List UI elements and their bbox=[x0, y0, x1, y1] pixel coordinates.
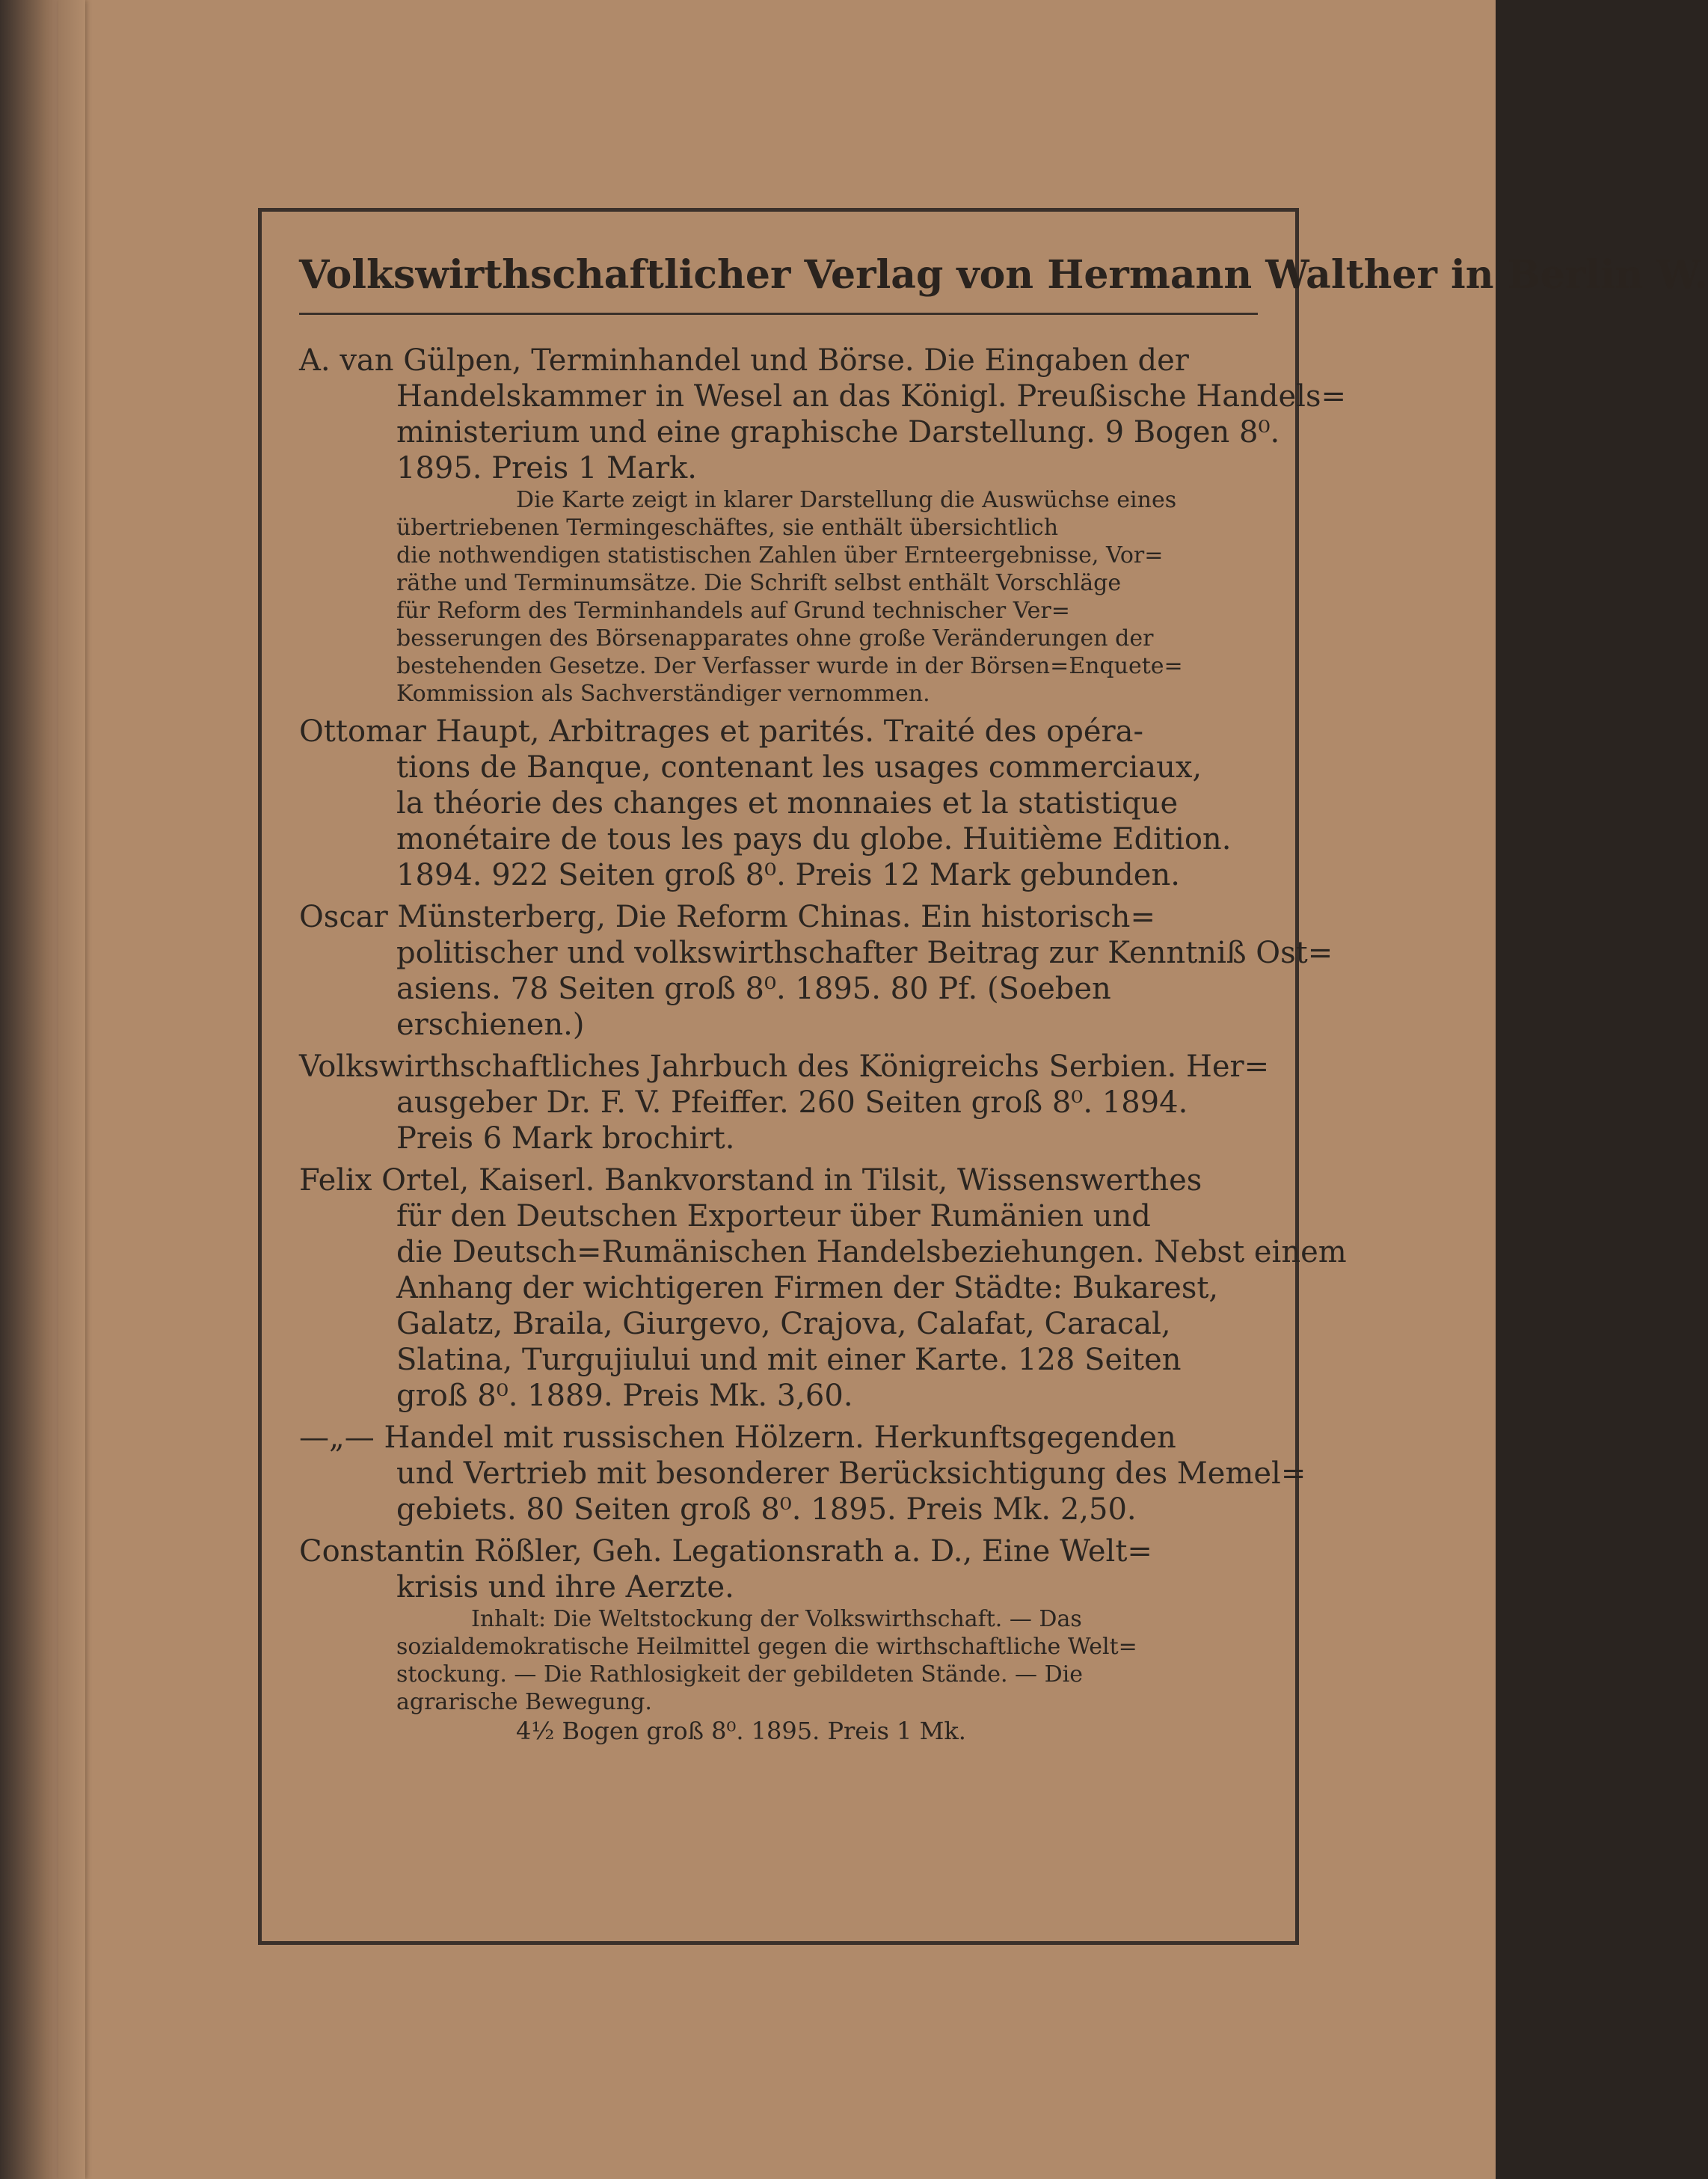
entry-line: 1894. 922 Seiten groß 8⁰. Preis 12 Mark gebunden. bbox=[396, 858, 1180, 892]
entry-line: Galatz, Braila, Giurgevo, Crajova, Calafat, Caracal, bbox=[396, 1307, 1171, 1341]
note-line: räthe und Terminumsätze. Die Schrift selbst enthält Vorschläge bbox=[396, 570, 1122, 596]
catalog-entry-roessler bbox=[299, 1533, 1264, 1746]
entry-line: A. van Gülpen, Terminhandel und Börse. Die Eingaben der bbox=[299, 343, 1189, 378]
note-line: bestehenden Gesetze. Der Verfasser wurde in der Börsen=Enquete= bbox=[396, 653, 1183, 679]
entry-line: Slatina, Turgujiului und mit einer Karte. 128 Seiten bbox=[396, 1343, 1182, 1377]
entry-line: Handelskammer in Wesel an das Königl. Preußische Handels= bbox=[396, 379, 1346, 414]
entry-line: und Vertrieb mit besonderer Berücksichtigung des Memel= bbox=[396, 1456, 1306, 1491]
entry-line: die Deutsch=Rumänischen Handelsbeziehungen. Nebst einem bbox=[396, 1235, 1347, 1269]
publisher-header: Volkswirthschaftlicher Verlag von Hermann Walther in Berlin W. bbox=[299, 252, 1708, 298]
catalog-entry-haupt bbox=[299, 714, 1264, 893]
note-line: für Reform des Terminhandels auf Grund technischer Ver= bbox=[396, 598, 1070, 624]
entry-line: monétaire de tous les pays du globe. Huitième Edition. bbox=[396, 822, 1232, 856]
page-edge bbox=[58, 0, 85, 2179]
entry-line: erschienen.) bbox=[396, 1008, 585, 1042]
note-line: übertriebenen Termingeschäftes, sie enthält übersichtlich bbox=[396, 515, 1059, 541]
entry-note bbox=[299, 1605, 1264, 1716]
entry-line: für den Deutschen Exporteur über Rumänien und bbox=[396, 1199, 1151, 1233]
note-line: agrarische Bewegung. bbox=[396, 1689, 652, 1715]
book-spine bbox=[0, 0, 66, 2179]
entry-line: tions de Banque, contenant les usages commerciaux, bbox=[396, 750, 1202, 785]
entry-line: asiens. 78 Seiten groß 8⁰. 1895. 80 Pf. (Soeben bbox=[396, 972, 1111, 1006]
note-line: stockung. — Die Rathlosigkeit der gebildeten Stände. — Die bbox=[396, 1661, 1083, 1688]
note-line: sozialdemokratische Heilmittel gegen die wirthschaftliche Welt= bbox=[396, 1634, 1137, 1660]
entry-line: —„— Handel mit russischen Hölzern. Herkunftsgegenden bbox=[299, 1421, 1176, 1455]
entry-line: Oscar Münsterberg, Die Reform Chinas. Ein historisch= bbox=[299, 900, 1155, 934]
entry-line: Ottomar Haupt, Arbitrages et parités. Traité des opéra- bbox=[299, 714, 1144, 749]
entry-line: ministerium und eine graphische Darstellung. 9 Bogen 8⁰. bbox=[396, 415, 1280, 450]
entry-line: gebiets. 80 Seiten groß 8⁰. 1895. Preis Mk. 2,50. bbox=[396, 1492, 1137, 1527]
catalog-entry-muensterberg bbox=[299, 899, 1333, 1043]
catalog-entry-ortel bbox=[299, 1162, 1347, 1414]
entry-line: Anhang der wichtigeren Firmen der Städte: Bukarest, bbox=[396, 1271, 1219, 1305]
note-line: Kommission als Sachverständiger vernommen. bbox=[396, 681, 930, 707]
entry-line: Volkswirthschaftliches Jahrbuch des Königreichs Serbien. Her= bbox=[299, 1049, 1270, 1084]
entry-line: politischer und volkswirthschafter Beitrag zur Kenntniß Ost= bbox=[396, 936, 1333, 970]
entry-note bbox=[299, 486, 1264, 708]
entry-pubinfo: 4½ Bogen groß 8⁰. 1895. Preis 1 Mk. bbox=[516, 1717, 966, 1745]
entry-line: 1895. Preis 1 Mark. bbox=[396, 451, 698, 485]
entry-line: ausgeber Dr. F. V. Pfeiffer. 260 Seiten groß 8⁰. 1894. bbox=[396, 1085, 1188, 1120]
entry-line: Felix Ortel, Kaiserl. Bankvorstand in Tilsit, Wissenswerthes bbox=[299, 1163, 1202, 1198]
note-line: Inhalt: Die Weltstockung der Volkswirthschaft. — Das bbox=[471, 1606, 1082, 1632]
note-line: die nothwendigen statistischen Zahlen über Ernteergebnisse, Vor= bbox=[396, 542, 1164, 568]
catalog-entry-hoelzer bbox=[299, 1420, 1306, 1527]
header-rule bbox=[299, 313, 1258, 315]
entry-line: Constantin Rößler, Geh. Legationsrath a. D., Eine Welt= bbox=[299, 1534, 1152, 1569]
catalog-entry-jahrbuch bbox=[299, 1049, 1270, 1156]
entry-line: Preis 6 Mark brochirt. bbox=[396, 1121, 735, 1156]
note-line: besserungen des Börsenapparates ohne große Veränderungen der bbox=[396, 625, 1154, 652]
entry-line: krisis und ihre Aerzte. bbox=[396, 1570, 734, 1605]
catalog-list bbox=[299, 343, 1347, 1752]
entry-line: groß 8⁰. 1889. Preis Mk. 3,60. bbox=[396, 1379, 853, 1413]
entry-line: la théorie des changes et monnaies et la statistique bbox=[396, 786, 1179, 821]
catalog-entry-guelpen bbox=[299, 343, 1346, 708]
note-line: Die Karte zeigt in klarer Darstellung die Auswüchse eines bbox=[516, 487, 1177, 513]
